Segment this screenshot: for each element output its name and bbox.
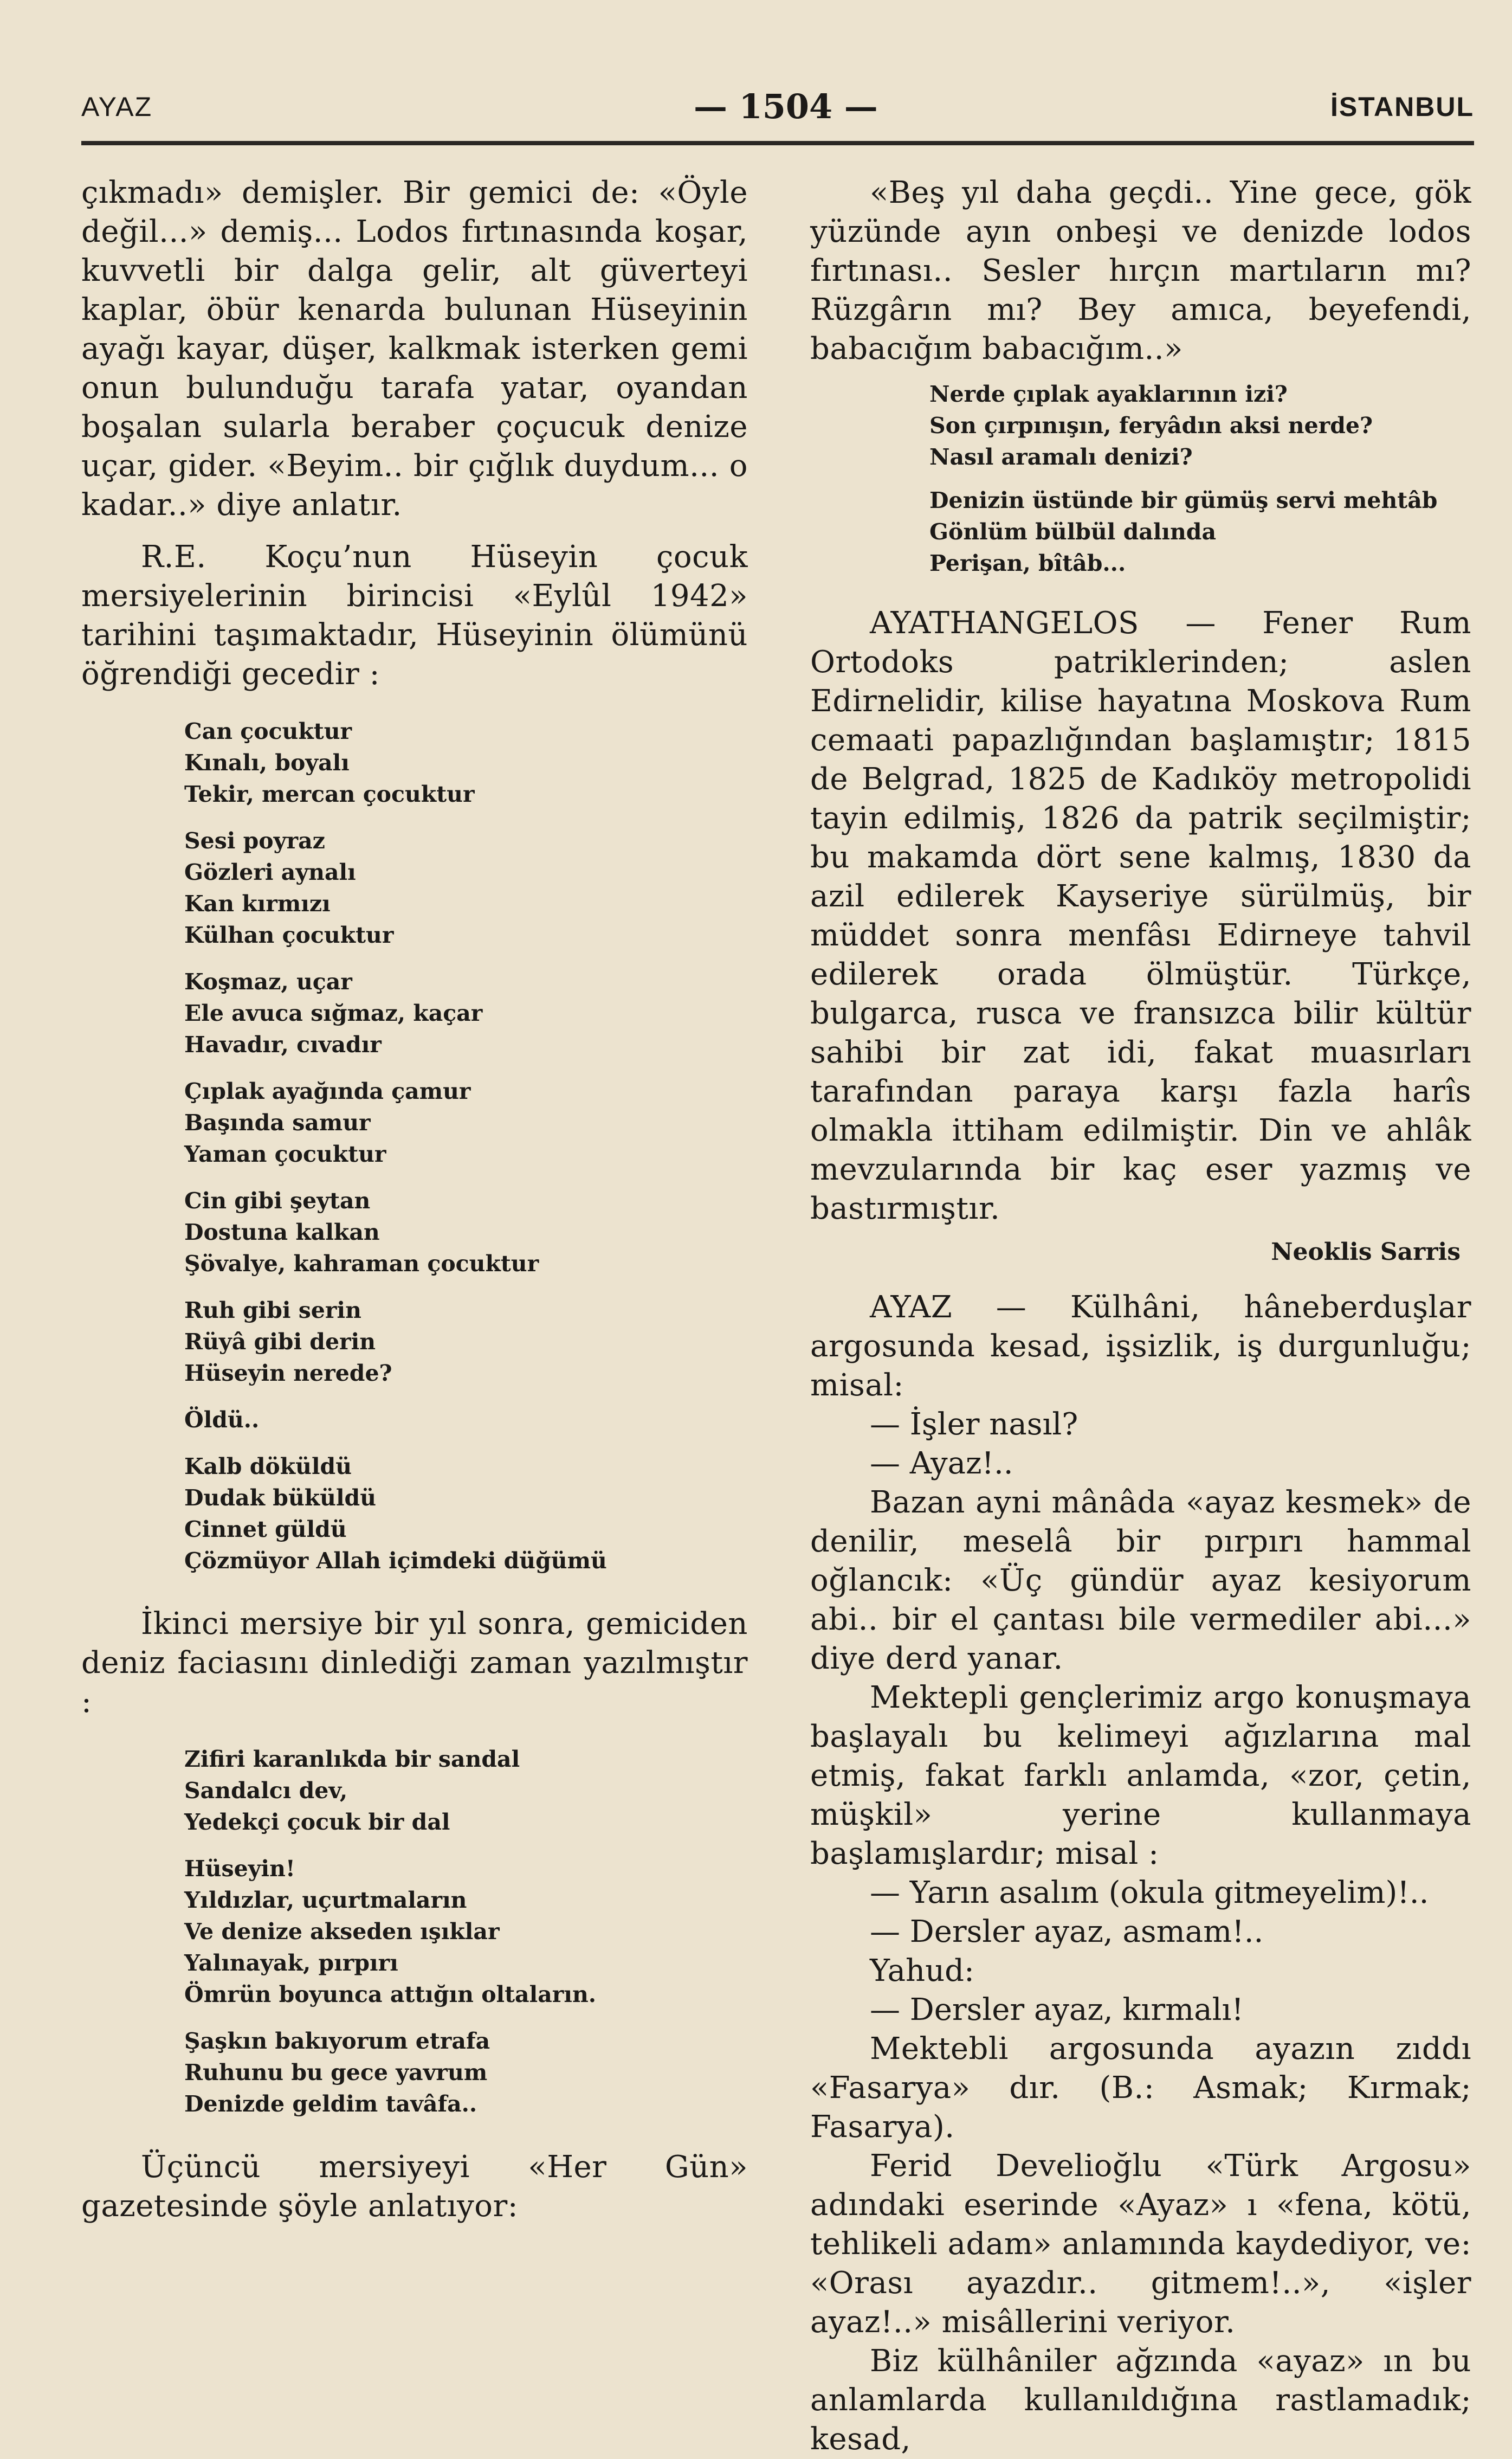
- running-head-right: İSTANBUL: [1330, 92, 1474, 122]
- poem-line: Yalınayak, pırpırı: [184, 1950, 398, 1976]
- poem-line: Hüseyin!: [184, 1856, 295, 1882]
- poem-stanza: [184, 1451, 748, 1576]
- poem-line: Çıplak ayağında çamur: [184, 1078, 471, 1104]
- right-column: [810, 173, 1471, 2459]
- poem-line: Zifiri karanlıkda bir sandal: [184, 1746, 520, 1772]
- poem-stanza: [184, 1743, 748, 1838]
- poem-line: Ele avuca sığmaz, kaçar: [184, 1000, 483, 1026]
- poem-line: Koşmaz, uçar: [184, 969, 352, 995]
- poem-stanza: [184, 825, 748, 951]
- poem-line: Öldü..: [184, 1407, 260, 1433]
- poem-line: Havadır, cıvadır: [184, 1032, 382, 1058]
- poem-line: Rüyâ gibi derin: [184, 1329, 376, 1355]
- poem-line: Dudak büküldü: [184, 1485, 377, 1511]
- paragraph: Biz külhâniler ağzında «ayaz» ın bu anlamlarda kullanıldığına rastlamadık; kesad,: [810, 2344, 1471, 2457]
- elegy-poem-1: [184, 716, 748, 1576]
- poem-stanza: [184, 966, 748, 1060]
- paragraph: Ferid Develioğlu «Türk Argosu» adındaki eserinde «Ayaz» ı «fena, kötü, tehlikeli adam» anlamında kaydediyor, ve: «Orası ayazdır.. gitmem!..», «işler ayaz!..» misâllerini veriyor.: [810, 2148, 1471, 2340]
- example-line: — Yarın asalım (okula gitmeyelim)!..: [870, 1875, 1429, 1910]
- poem-line: Tekir, mercan çocuktur: [184, 781, 475, 807]
- poem-line: Kalb döküldü: [184, 1453, 352, 1479]
- poem-line: Külhan çocuktur: [184, 922, 394, 948]
- example-line: — Dersler ayaz, asmam!..: [870, 1914, 1264, 1949]
- poem-line: Ömrün boyunca attığın oltaların.: [184, 1981, 597, 2007]
- poem-stanza: [184, 2025, 748, 2120]
- poem-stanza: [184, 1185, 748, 1279]
- poem-line: Cinnet güldü: [184, 1516, 347, 1542]
- paragraph: Mektepli gençlerimiz argo konuşmaya başlayalı bu kelimeyi ağızlarına mal etmiş, fakat farklı anlamda, «zor, çetin, müşkil» yerine kullanmaya başlamışlardır; misal :: [810, 1680, 1471, 1871]
- poem-line: Kınalı, boyalı: [184, 750, 350, 776]
- poem-line: Denizde geldim tavâfa..: [184, 2091, 477, 2117]
- example-line: — Ayaz!..: [870, 1446, 1013, 1481]
- poem-stanza: [184, 1295, 748, 1389]
- left-column: [81, 173, 748, 2226]
- poem-line: Denizin üstünde bir gümüş servi mehtâb: [929, 487, 1438, 513]
- example-line: — Dersler ayaz, kırmalı!: [870, 1992, 1244, 2027]
- poem-line: Yaman çocuktur: [184, 1141, 386, 1167]
- poem-line: Ruh gibi serin: [184, 1297, 361, 1323]
- paragraph: İkinci mersiye bir yıl sonra, gemiciden deniz faciasını dinlediği zaman yazılmıştır :: [81, 1606, 748, 1720]
- entry-ayathangelos: AYATHANGELOS — Fener Rum Ortodoks patriklerinden; aslen Edirnelidir, kilise hayatına Moskova Rum cemaati papazlığından başlamıştır; 1815 de Belgrad, 1825 de Kadıköy metropolidi tayin edilmiş, 1826 da patrik seçilmiştir; bu makamda dört sene kalmış, 1830 da azil edilerek Kayseriye sürülmüş, bir müddet sonra menfâsı Edirneye tahvil edilerek orada ölmüştür. Türkçe, bulgarca, rusca ve fransızca bilir kültür sahibi bir zat idi, fakat muasırları tarafından paraya karşı fazla harîs olmakla ittiham edilmiştir. Din ve ahlâk mevzularında bir kaç eser yazmış ve bastırmıştır.: [810, 606, 1471, 1226]
- poem-line: Sandalcı dev,: [184, 1778, 348, 1804]
- poem-stanza: [184, 716, 748, 810]
- poem-stanza: [929, 378, 1471, 473]
- poem-line: Yıldızlar, uçurtmaların: [184, 1887, 467, 1913]
- elegy-poem-2: [184, 1743, 748, 2120]
- paragraph: R.E. Koçu’nun Hüseyin çocuk mersiyelerinin birincisi «Eylûl 1942» tarihini taşımaktadır, Hüseyinin ölümünü öğrendiği gecedir :: [81, 539, 748, 692]
- poem-line: Nerde çıplak ayaklarının izi?: [929, 381, 1288, 407]
- poem-line: Çözmüyor Allah içimdeki düğümü: [184, 1548, 607, 1574]
- poem-stanza: [184, 1076, 748, 1170]
- poem-line: Şövalye, kahraman çocuktur: [184, 1251, 539, 1277]
- poem-line: Can çocuktur: [184, 718, 352, 744]
- poem-stanza: [184, 1853, 748, 2010]
- poem-line: Ruhunu bu gece yavrum: [184, 2059, 488, 2085]
- paragraph: Üçüncü mersiyeyi «Her Gün» gazetesinde şöyle anlatıyor:: [81, 2149, 748, 2224]
- poem-stanza: [929, 485, 1471, 579]
- poem-line: Hüseyin nerede?: [184, 1360, 392, 1386]
- paragraph: Bazan ayni mânâda «ayaz kesmek» de denilir, meselâ bir pırpırı hammal oğlancık: «Üç gündür ayaz kesiyorum abi.. bir el çantası bile vermediler abi...» diye derd yanar.: [810, 1485, 1471, 1676]
- poem-line: Başında samur: [184, 1110, 371, 1136]
- page-number: — 1504 —: [694, 87, 878, 126]
- paragraph: Mektebli argosunda ayazın zıddı «Fasarya» dır. (B.: Asmak; Kırmak; Fasarya).: [810, 2031, 1471, 2145]
- poem-line: Perişan, bîtâb...: [929, 550, 1126, 576]
- example-line: — İşler nasıl?: [870, 1407, 1078, 1442]
- poem-line: Dostuna kalkan: [184, 1219, 380, 1245]
- poem-stanza: [184, 1404, 748, 1436]
- author-signature: Neoklis Sarris: [1271, 1238, 1461, 1266]
- paragraph: çıkmadı» demişler. Bir gemici de: «Öyle değil...» demiş... Lodos fırtınasında koşar, kuvvetli bir dalga gelir, alt güverteyi kaplar, öbür kenarda bulunan Hüseyinin ayağı kayar, düşer, kalkmak isterken gemi onun bulunduğu tarafa yatar, oyandan boşalan sularla beraber çoçucuk denize uçar, gider. «Beyim.. bir çığlık duydum... o kadar..» diye anlatır.: [81, 175, 748, 523]
- poem-line: Cin gibi şeytan: [184, 1188, 371, 1214]
- poem-line: Şaşkın bakıyorum etrafa: [184, 2028, 490, 2054]
- elegy-poem-3: [929, 378, 1471, 579]
- poem-line: Ve denize akseden ışıklar: [184, 1919, 500, 1945]
- poem-line: Son çırpınışın, feryâdın aksi nerde?: [929, 413, 1373, 439]
- example-line: Yahud:: [870, 1953, 974, 1988]
- poem-line: Yedekçi çocuk bir dal: [184, 1809, 450, 1835]
- paragraph: «Beş yıl daha geçdi.. Yine gece, gök yüzünde ayın onbeşi ve denizde lodos fırtınası.. Sesler hırçın martıların mı? Rüzgârın mı? Bey amıca, beyefendi, babacığım babacığım..»: [810, 175, 1471, 366]
- poem-line: Gönlüm bülbül dalında: [929, 519, 1217, 545]
- poem-line: Nasıl aramalı denizi?: [929, 444, 1193, 470]
- running-head-left: AYAZ: [81, 92, 153, 122]
- poem-line: Gözleri aynalı: [184, 859, 356, 885]
- entry-ayaz: AYAZ — Külhâni, hâneberduşlar argosunda kesad, işsizlik, iş durgunluğu; misal:: [810, 1290, 1471, 1403]
- poem-line: Sesi poyraz: [184, 828, 325, 854]
- poem-line: Kan kırmızı: [184, 891, 331, 917]
- page-header: [81, 81, 1474, 145]
